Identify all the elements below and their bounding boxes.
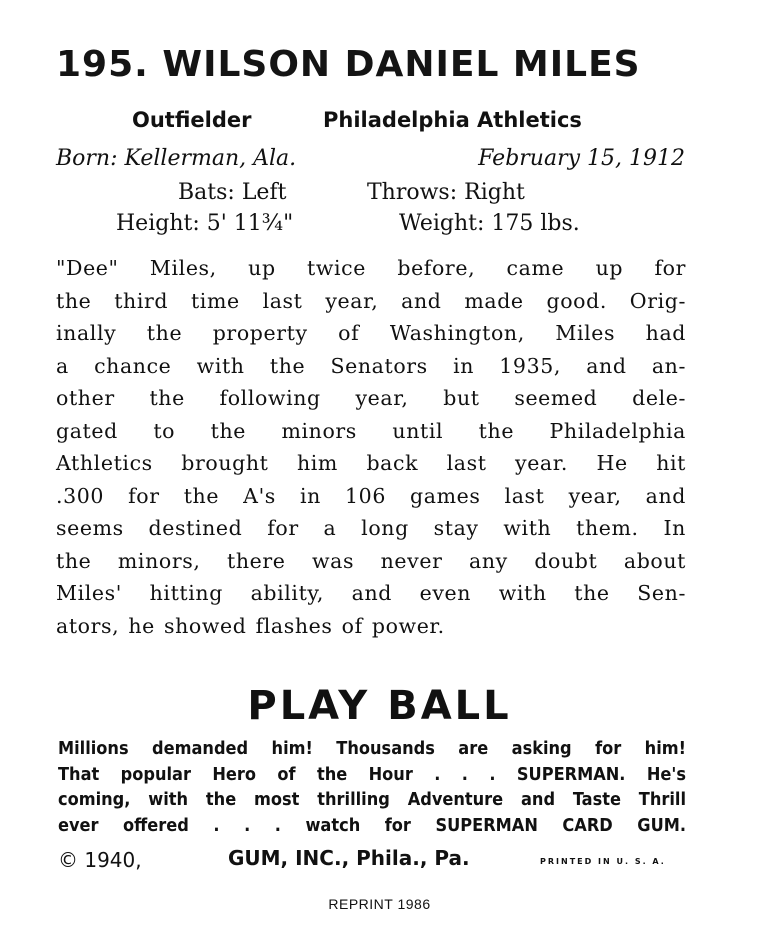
player-team: Philadelphia Athletics <box>323 108 582 132</box>
play-ball-heading: PLAY BALL <box>247 683 512 729</box>
bio-line: .300 for the A's in 106 games last year, and <box>56 483 686 508</box>
bats-stat: Bats: Left <box>178 180 287 205</box>
printed-in: PRINTED IN U. S. A. <box>540 857 666 866</box>
publisher: GUM, INC., Phila., Pa. <box>228 846 470 870</box>
birthplace: Born: Kellerman, Ala. <box>56 146 297 171</box>
bio-line: Miles' hitting ability, and even with the Sen- <box>56 581 686 605</box>
ad-line: coming, with the most thrilling Adventure and Taste Thrill <box>58 789 686 810</box>
copyright: © 1940, <box>58 848 142 872</box>
card-title: 195. WILSON DANIEL MILES <box>56 44 641 85</box>
reprint-note: REPRINT 1986 <box>328 896 431 912</box>
bio-line: gated to the minors until the Philadelphia <box>56 418 686 443</box>
bio-line: the minors, there was never any doubt about <box>56 548 686 573</box>
height-stat: Height: 5' 11¾" <box>116 211 294 236</box>
advertisement <box>58 736 686 838</box>
bio-line: a chance with the Senators in 1935, and an- <box>56 353 686 378</box>
bio-line: seems destined for a long stay with them. In <box>56 516 686 540</box>
bio-line: inally the property of Washington, Miles had <box>56 321 686 345</box>
ad-line: ever offered . . . watch for SUPERMAN CARD GUM. <box>58 814 686 836</box>
ad-line: Millions demanded him! Thousands are asking for him! <box>58 738 686 759</box>
birth-date: February 15, 1912 <box>478 146 685 171</box>
ad-line: That popular Hero of the Hour . . . SUPERMAN. He's <box>58 763 686 785</box>
weight-stat: Weight: 175 lbs. <box>399 211 580 236</box>
biography <box>56 252 686 642</box>
bio-line: Athletics brought him back last year. He hit <box>56 451 686 475</box>
bio-line: other the following year, but seemed dele- <box>56 386 686 410</box>
player-position: Outfielder <box>132 108 252 132</box>
bio-line: the third time last year, and made good. Orig- <box>56 288 686 313</box>
throws-stat: Throws: Right <box>367 180 525 205</box>
bio-line: "Dee" Miles, up twice before, came up for <box>56 256 686 280</box>
bio-line: ators, he showed flashes of power. <box>56 613 445 638</box>
